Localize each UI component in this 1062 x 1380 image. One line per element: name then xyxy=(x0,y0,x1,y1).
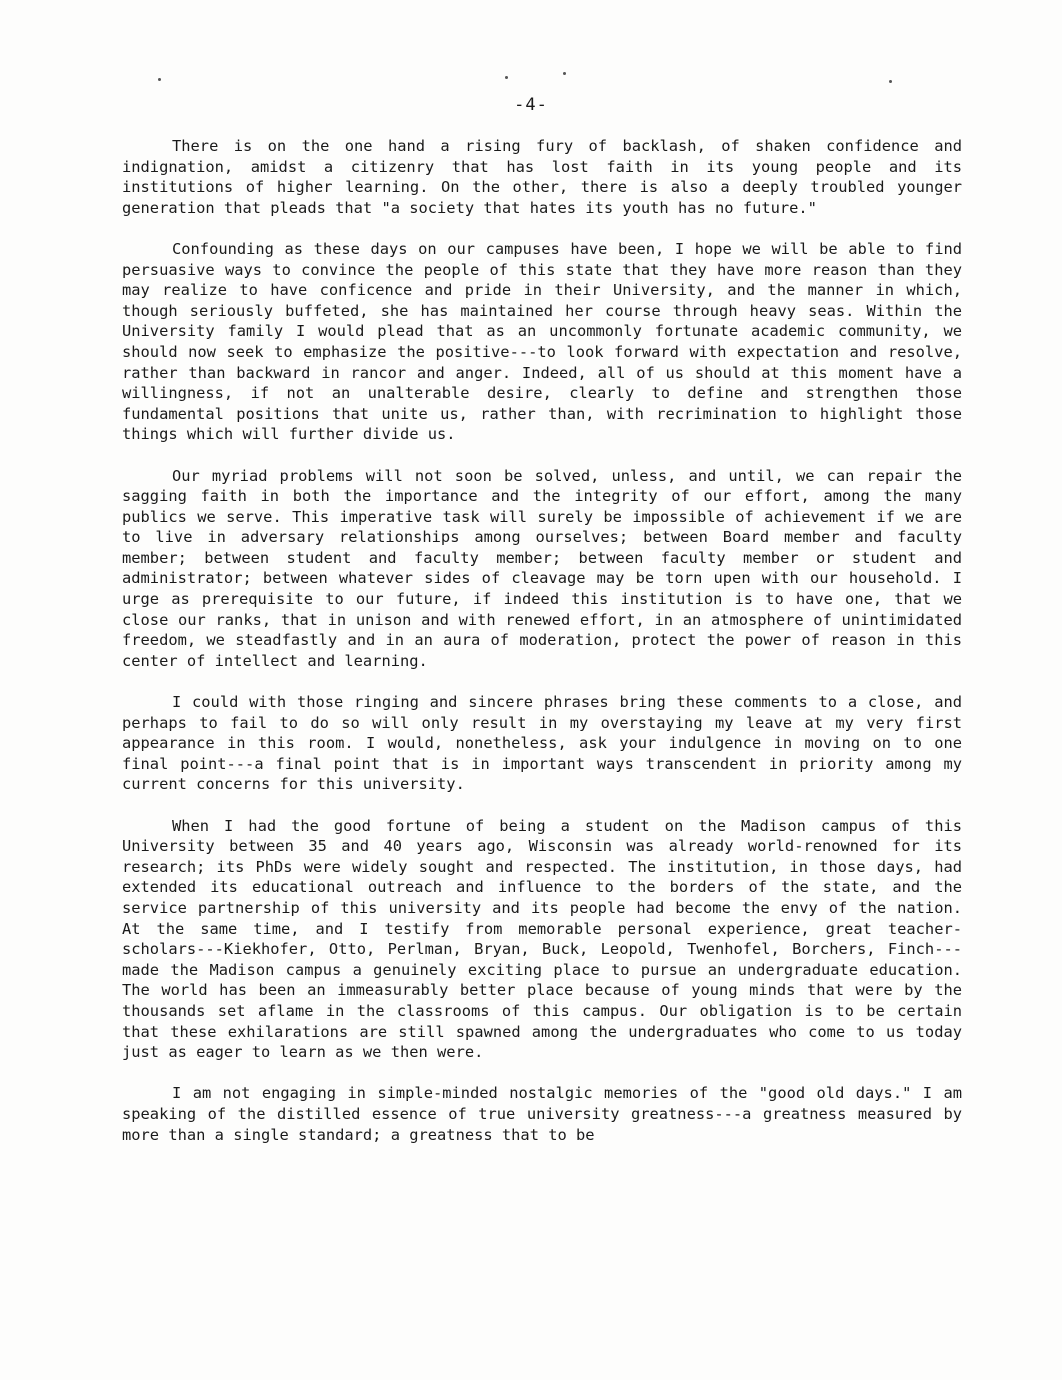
paragraph-1: There is on the one hand a rising fury of backlash, of shaken confidence and indignation, amidst a citizenry that has lost faith in its young people and its institutions of higher learning. On the other, there is also a deeply troubled younger generation that pleads that "a society that hates its youth has no future." xyxy=(122,137,962,217)
body-text xyxy=(122,136,962,1166)
paragraph-3: Our myriad problems will not soon be solved, unless, and until, we can repair the sagging faith in both the importance and the integrity of our effort, among the many publics we serve. This imperative task will surely be impossible of achievement if we are to live in adversary relationships among ourselves; between Board member and faculty member; between student and faculty member; between faculty member or student and administrator; between whatever sides of cleavage may be torn upen with our household. I urge as prerequisite to our future, if indeed this institution is to have one, that we close our ranks, that in unison and with renewed effort, in an atmosphere of unintimidated freedom, we steadfastly and in an aura of moderation, protect the power of reason in this center of intellect and learning. xyxy=(122,466,962,670)
paragraph-4: I could with those ringing and sincere phrases bring these comments to a close, and perhaps to fail to do so will only result in my overstaying my leave at my very first appearance in this room. I would, nonetheless, ask your indulgence in moving on to one final point---a final point that is in important ways transcendent in priority among my current concerns for this university. xyxy=(122,693,962,794)
paragraph-6: I am not engaging in simple-minded nostalgic memories of the "good old days." I am speaking of the distilled essence of true university greatness---a greatness measured by more than a single standard; a greatness that to be xyxy=(122,1084,962,1144)
paragraph-2: Confounding as these days on our campuses have been, I hope we will be able to find persuasive ways to convince the people of this state that they have more reason than they may realize to have conficence and pride in their University, and the manner in which, though seriously buffeted, she has maintained her course through heavy seas. Within the University family I would plead that as an uncommonly fortunate academic community, we should now seek to emphasize the positive---to look forward with expectation and resolve, rather than backward in rancor and anger. Indeed, all of us should at this moment have a willingness, if not an unalterable desire, clearly to define and strengthen those fundamental positions that unite us, rather than, with recrimination to highlight those things which will further divide us. xyxy=(122,239,962,444)
scan-speck xyxy=(889,80,892,83)
scan-speck xyxy=(563,72,566,75)
paragraph-5: When I had the good fortune of being a student on the Madison campus of this University between 35 and 40 years ago, Wisconsin was already world-renowned for its research; its PhDs were widely sought and respected. The institution, in those days, had extended its educational outreach and influence to the borders of the state, and the service partnership of this university and its people had become the envy of the nation. At the same time, and I testify from memorable personal experience, great teacher-scholars---Kiekhofer, Otto, Perlman, Bryan, Buck, Leopold, Twenhofel, Borchers, Finch---made the Madison campus a genuinely exciting place to pursue an undergraduate education. The world has been an immeasurably better place because of young minds that were by the thousands set aflame in the classrooms of this campus. Our obligation is to be certain that these exhilarations are still spawned among the undergraduates who come to us today just as eager to learn as we then were. xyxy=(122,816,962,1062)
page-number: -4- xyxy=(514,95,548,115)
scan-speck xyxy=(158,78,161,81)
scan-speck xyxy=(505,76,508,79)
